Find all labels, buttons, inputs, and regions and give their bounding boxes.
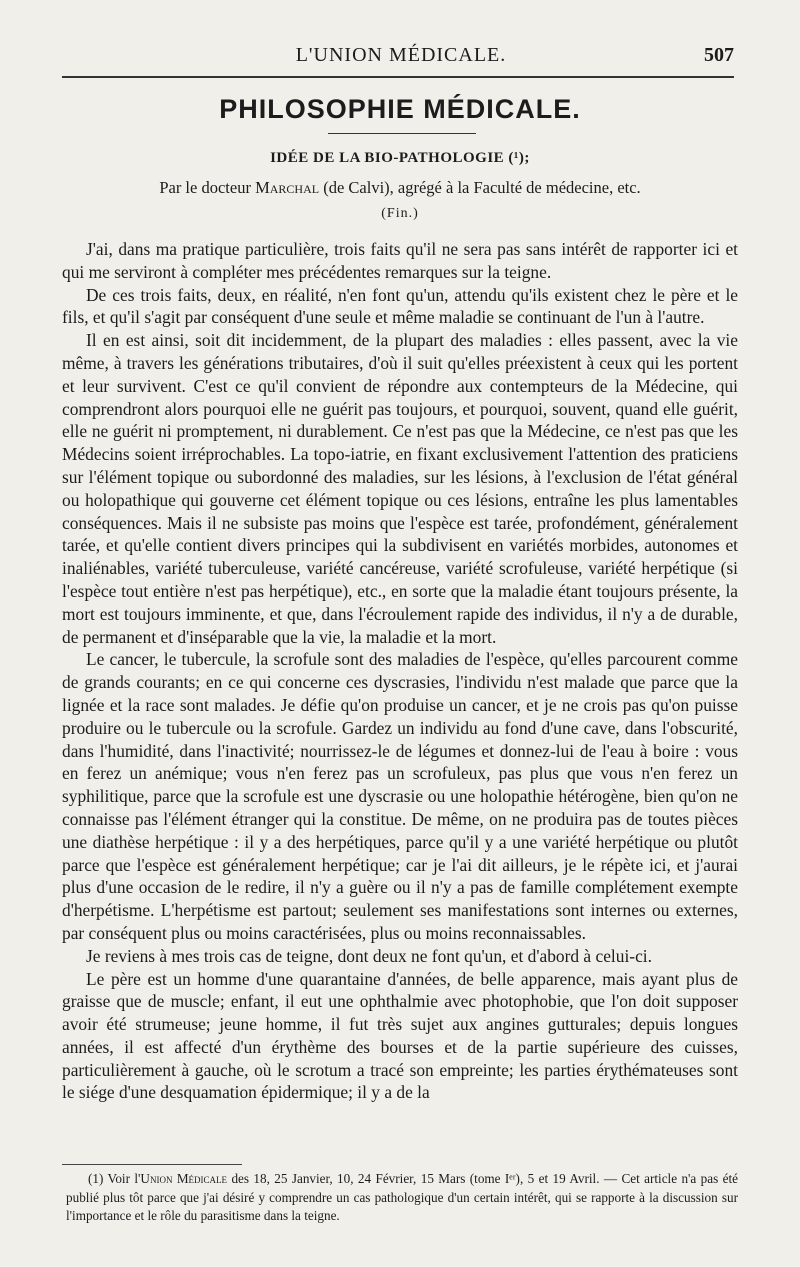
page-number: 507 — [704, 44, 734, 66]
header-rule — [62, 76, 734, 78]
byline — [0, 178, 800, 198]
article-title-main: BIO-PATHOLOGIE — [364, 150, 505, 166]
byline-suffix: (de Calvi), agrégé à la Faculté de médecine, etc. — [323, 178, 641, 197]
section-heading: PHILOSOPHIE MÉDICALE. — [219, 94, 581, 124]
footnote-journal: Union Médicale — [140, 1171, 228, 1186]
byline-prefix: Par le docteur — [159, 178, 251, 197]
paragraph: Je reviens à mes trois cas de teigne, dont deux ne font qu'un, et d'abord à celui-ci. — [86, 945, 652, 966]
footnote-marker: (¹); — [508, 150, 530, 166]
heading-rule — [328, 133, 476, 134]
footnote-text: des 18, 25 Janvier, 10, 24 Février, 15 Mars (tome Iᵉʳ), 5 et 19 Avril. — Cet article n'a pas été publié plus tôt parce que j'ai désiré y comprendre un cas pathologique d'un certain intérêt, qui se rapporte à la discussion sur l'importance et le rôle du parasitisme dans la teigne. — [66, 1171, 738, 1223]
fin-label: (Fin.) — [381, 206, 419, 221]
paragraph: J'ai, dans ma pratique particulière, trois faits qu'il ne sera pas sans intérêt de rapporter ici et qui me serviront à compléter mes précédentes remarques sur la teigne. — [62, 239, 738, 282]
paragraph: Il en est ainsi, soit dit incidemment, de la plupart des maladies : elles passent, avec la vie même, à travers les générations tributaires, d'où il suit qu'elles préexistent à ceux qui les portent et leur survivent. C'est ce qu'il convient de répondre aux contempteurs de la Médecine, qui comprendront alors pourquoi elle ne guérit pas toujours, et pourquoi, souvent, quand elle guérit, elle ne guérit ni promptement, ni durablement. Ce n'est pas que la Médecine, ce n'est pas que les Médecins soient irréprochables. La topo-iatrie, en fixant exclusivement l'attention des praticiens sur l'élément topique ou subordonné des maladies, sur les lésions, à l'exclusion de l'état général ou holopathique qui gouverne cet élément topique ou ces lésions, entraîne les plus lamentables conséquences. Mais il ne subsiste pas moins que l'espèce est tarée, profondément, généralement tarée, et qu'elle contient divers principes qui la subdivisent en variétés morbides, autonomes et inaliénables, variété tuberculeuse, variété cancéreuse, variété scrofuleuse, variété herpétique (si l'espèce tout entière n'est pas herpétique), etc., en sorte que la maladie étant toujours présente, la mort est toujours imminente, et que, dans l'écroulement rapide des individus, il n'y a de durable, de permanent et d'inséparable que la vie, la maladie et la mort. — [62, 330, 738, 647]
paragraph: Le père est un homme d'une quarantaine d'années, de belle apparence, mais ayant plus de graisse que de muscle; enfant, il eut une ophthalmie avec photophobie, que l'on doit supposer avoir été strumeuse; jeune homme, il fut très sujet aux angines gutturales; depuis longues années, il est affecté d'un érythème des bourses et de la partie supérieure des cuisses, particulièrement à gauche, où le scrotum a tracé son empreinte; les parties érythémateuses sont le siége d'une desquamation épidermique; il y a de la — [62, 968, 738, 1103]
paragraph: Le cancer, le tubercule, la scrofule sont des maladies de l'espèce, qu'elles parcourent comme de grands courants; en ce qui concerne ces dyscrasies, l'individu n'est malade que parce que la lignée et la race sont malades. Je défie qu'on produise un cancer, et je ne crois pas qu'on puisse produire ou le tubercule ou la scrofule. Gardez un individu au fond d'une cave, dans l'obscurité, dans l'humidité, dans l'inactivité; nourrissez-le de légumes et donnez-lui de l'eau à boire : vous en ferez un anémique; vous n'en ferez pas un scrofuleux, pas plus que vous n'en ferez un syphilitique, parce que la scrofule est une dyscrasie ou une holopathie hétérogène, bien qu'on ne connaisse pas l'élément étranger qui la constitue. De même, on ne produira pas de toutes pièces une diathèse herpétique : il y a des herpétiques, parce qu'il y a une variété herpétique ou plutôt parce que l'espèce est généralement herpétique; car je l'ai dit ailleurs, je le répète ici, et j'aurai plus d'une occasion de le redire, il n'y a guère ou il n'y a pas de famille complétement exempte d'herpétisme. L'herpétisme est partout; seulement ses manifestations sont internes ou externes, par conséquent plus ou moins caractérisées, plus ou moins reconnaissables. — [62, 649, 738, 943]
article-title-prefix: IDÉE DE LA — [270, 150, 361, 166]
footnote — [66, 1170, 738, 1226]
running-head — [68, 44, 734, 74]
article-body — [62, 238, 738, 1104]
footnote-prefix: (1) Voir l' — [88, 1171, 141, 1186]
paragraph: De ces trois faits, deux, en réalité, n'en font qu'un, attendu qu'ils existent chez le père et le fils, et qu'il s'agit par conséquent d'une seule et même maladie se continuant de l'un à l'autre. — [62, 284, 738, 328]
running-title: L'UNION MÉDICALE. — [295, 44, 507, 66]
author-name: Marchal — [255, 178, 320, 197]
footnote-rule — [62, 1164, 242, 1165]
article-title — [0, 150, 800, 167]
